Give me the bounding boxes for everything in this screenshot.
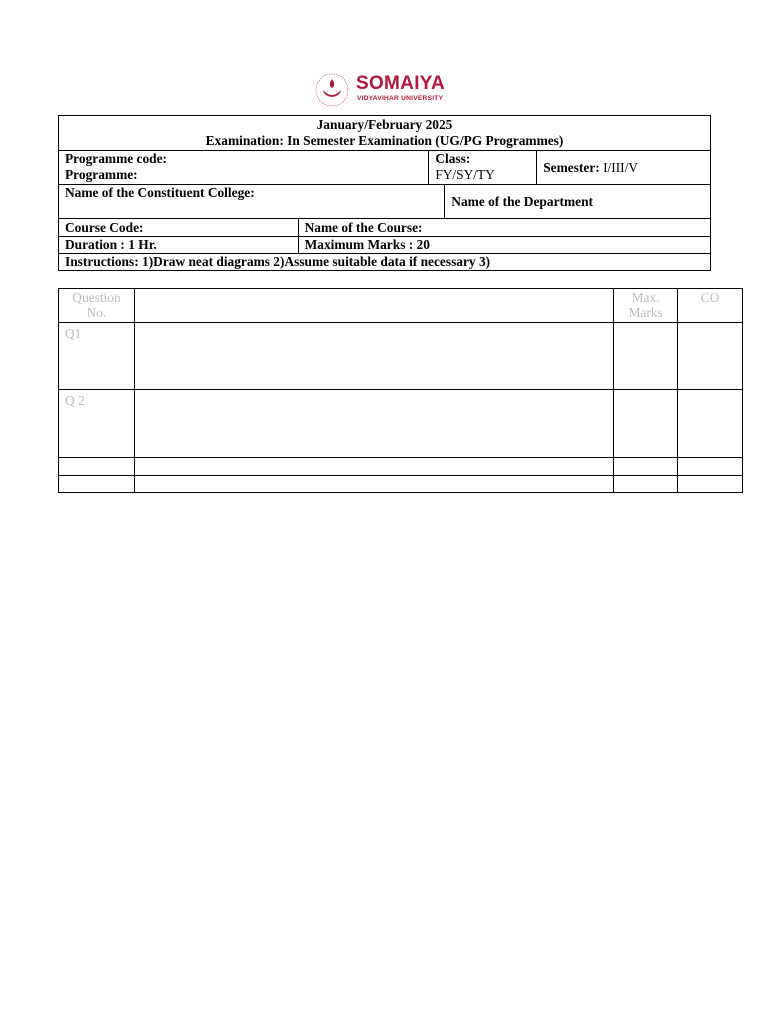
table-row bbox=[59, 390, 743, 458]
questions-table bbox=[58, 288, 743, 493]
marks-cell[interactable] bbox=[614, 458, 678, 476]
question-text-cell[interactable] bbox=[134, 390, 613, 458]
logo-wordmark: SOMAIYA bbox=[356, 73, 446, 94]
marks-cell[interactable] bbox=[614, 476, 678, 493]
question-number: Q1 bbox=[59, 323, 135, 390]
question-text-cell[interactable] bbox=[134, 476, 613, 493]
marks-cell[interactable] bbox=[614, 390, 678, 458]
column-header-max-marks: Max. Marks bbox=[614, 289, 678, 323]
question-text-cell[interactable] bbox=[134, 458, 613, 476]
table-row bbox=[59, 476, 743, 493]
semester-label: Semester: bbox=[543, 159, 600, 175]
exam-title: Examination: In Semester Examination (UG/PG Programmes) bbox=[205, 133, 564, 148]
question-number bbox=[59, 458, 135, 476]
exam-session: January/February 2025 bbox=[316, 117, 453, 132]
instructions: Instructions: 1)Draw neat diagrams 2)Assume suitable data if necessary 3) bbox=[65, 254, 491, 269]
university-logo bbox=[312, 70, 462, 110]
marks-cell[interactable] bbox=[614, 323, 678, 390]
exam-header-table bbox=[58, 115, 711, 271]
table-row bbox=[59, 323, 743, 390]
programme-label: Programme: bbox=[65, 167, 138, 182]
co-cell[interactable] bbox=[678, 390, 743, 458]
column-header-question: Question No. bbox=[59, 289, 135, 323]
course-code-label: Course Code: bbox=[65, 220, 144, 235]
department-label: Name of the Department bbox=[451, 193, 593, 209]
co-cell[interactable] bbox=[678, 476, 743, 493]
column-header-question-text bbox=[134, 289, 613, 323]
co-cell[interactable] bbox=[678, 323, 743, 390]
class-value: FY/SY/TY bbox=[435, 167, 495, 182]
semester-value: I/III/V bbox=[599, 159, 639, 175]
table-row bbox=[59, 458, 743, 476]
college-label: Name of the Constituent College: bbox=[65, 185, 255, 200]
question-number: Q 2 bbox=[59, 390, 135, 458]
programme-code-label: Programme code: bbox=[65, 151, 167, 166]
question-number bbox=[59, 476, 135, 493]
column-header-co: CO bbox=[678, 289, 743, 323]
somaiya-emblem-icon bbox=[312, 70, 356, 110]
duration-label: Duration : 1 Hr. bbox=[65, 237, 157, 252]
course-name-label: Name of the Course: bbox=[304, 220, 423, 235]
question-text-cell[interactable] bbox=[134, 323, 613, 390]
max-marks-label: Maximum Marks : 20 bbox=[304, 237, 430, 252]
class-label: Class: bbox=[435, 151, 471, 166]
logo-subtitle: VIDYAVIHAR UNIVERSITY bbox=[357, 95, 444, 102]
co-cell[interactable] bbox=[678, 458, 743, 476]
